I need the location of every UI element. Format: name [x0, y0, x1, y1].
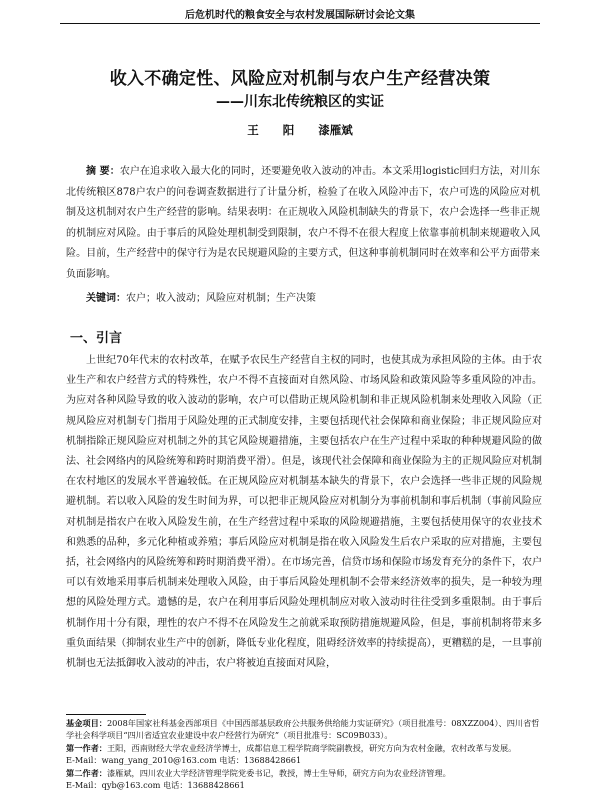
- footnote-label: 第二作者：: [66, 767, 107, 778]
- running-head: 后危机时代的粮食安全与农村发展国际研讨会论文集: [185, 10, 415, 21]
- footnote-text: 王阳，西南财经大学农业经济学博士，成都信息工程学院商学院副教授，研究方向为农村金融，农村改革与发展。: [106, 742, 517, 753]
- footnote-email-1: [66, 754, 544, 766]
- body-paragraph: 上世纪70年代末的农村改革，在赋予农民生产经营自主权的同时，也使其成为承担风险的主体。由于农业生产和农户经营方式的特殊性，农户不得不直接面对自然风险、市场风险和政策风险等多重风险的冲击。为应对各种风险导致的收入波动的影响，农户可以借助正规风险机制和非正规风险机制来处理收入风险（正规风险应对机制专门指用于风险处理的正式制度安排，主要包括现代社会保障和商业保险；非正规风险应对机制指除正规风险应对机制之外的其它风险规避措施，主要包括农户在生产过程中采取的种种规避风险的做法、社会网络内的风险统筹和跨时期消费平滑）。但是，该现代社会保障和商业保险为主的正规风险应对机制在农村地区的发展水平普遍较低。在正规风险应对机制基本缺失的背景下，农户会选择一些非正规的风险规避机制。若以收入风险的发生时间为界，可以把非正规风险应对机制分为事前机制和事后机制（事前风险应对机制是指农户在收入风险发生前，在生产经营过程中采取的风险规避措施，主要包括使用保守的农业技术和熟悉的品种，多元化种植或养殖；事后风险应对机制是指在收入风险发生后农户采取的应对措施，主要包括，社会网络内的风险统筹和跨时期消费平滑）。在市场完善，信贷市场和保险市场发育充分的条件下，农户可以有效地采用事后机制来处理收入风险，由于事后风险处理机制不会带来经济效率的损失，是一种较为理想的风险处理方式。遗憾的是，农户在利用事后风险处理机制应对收入波动时往往受到多重限制。由于事后机制作用十分有限，理性的农户不得不在风险发生之前就采取预防措施规避风险，但是，事前机制将带来多重负面结果（抑制农业生产中的创新，降低专业化程度，阻碍经济效率的持续提高），更糟糕的是，一旦事前机制也无法抵御收入波动的冲击，农户将被迫直接面对风险，: [66, 355, 542, 670]
- abstract: [66, 162, 540, 285]
- paper-subtitle: ——川东北传统粮区的实证: [216, 94, 384, 110]
- footnote-text: E-Mail：wang_yang_2010@163.com 电话：13688428661: [66, 755, 302, 766]
- keywords: [86, 289, 540, 304]
- header-rule: [60, 23, 540, 24]
- footnote-label: 第一作者：: [66, 742, 107, 753]
- footnote-text: E-Mail：qyb@163.com 电话：13688428661: [66, 780, 245, 791]
- footnote-text: 漆雁斌，四川农业大学经济管理学院党委书记，教授，博士生导师，研究方向为农业经济管理。: [106, 767, 451, 778]
- author-2: 漆雁斌: [318, 123, 353, 137]
- keywords-text: 农户；收入波动；风险应对机制；生产决策: [126, 293, 316, 304]
- footnote-label: 基金项目：: [66, 718, 107, 728]
- footnotes: [66, 717, 544, 791]
- abstract-text: 农户在追求收入最大化的同时，还要避免收入波动的冲击。本文采用logistic回归方法，对川东北传统粮区878户农户的问卷调查数据进行了计量分析，检验了在收入风险冲击下，农户可选的风险应对机制及这机制对农户生产经营的影响。结果表明：在正规收入风险机制缺失的背景下，农户会选择一些非正规的机制应对风险。由于事后的风险处理机制受到限制，农户不得不在很大程度上依靠事前机制来规避收入风险。目前，生产经营中的保守行为是农民规避风险的主要方式，但这种事前机制同时在效率和公平方面带来负面影响。: [66, 166, 540, 280]
- author-1: 王 阳: [247, 123, 295, 137]
- footnote-rule: [66, 714, 146, 715]
- footnote-email-2: [66, 779, 544, 791]
- keywords-label: 关键词：: [86, 293, 126, 304]
- footnote-author-1: [66, 742, 544, 754]
- footnote-funding: [66, 717, 544, 742]
- author-line: [60, 122, 540, 138]
- paper-title: 收入不确定性、风险应对机制与农户生产经营决策: [109, 69, 491, 89]
- footnote-text: 2008年国家社科基金西部项目《中国西部基层政府公共服务供给能力实证研究》（项目批准号：08XZZ004）、四川省哲学社会科学项目“四川省适宜农业建设中农户经营行为研究”（项目批准号：SC09B033）。: [66, 718, 540, 741]
- body-text: [66, 351, 542, 674]
- footnote-author-2: [66, 767, 544, 779]
- abstract-label: 摘 要：: [86, 166, 120, 177]
- section-heading: 一、引言: [70, 331, 123, 346]
